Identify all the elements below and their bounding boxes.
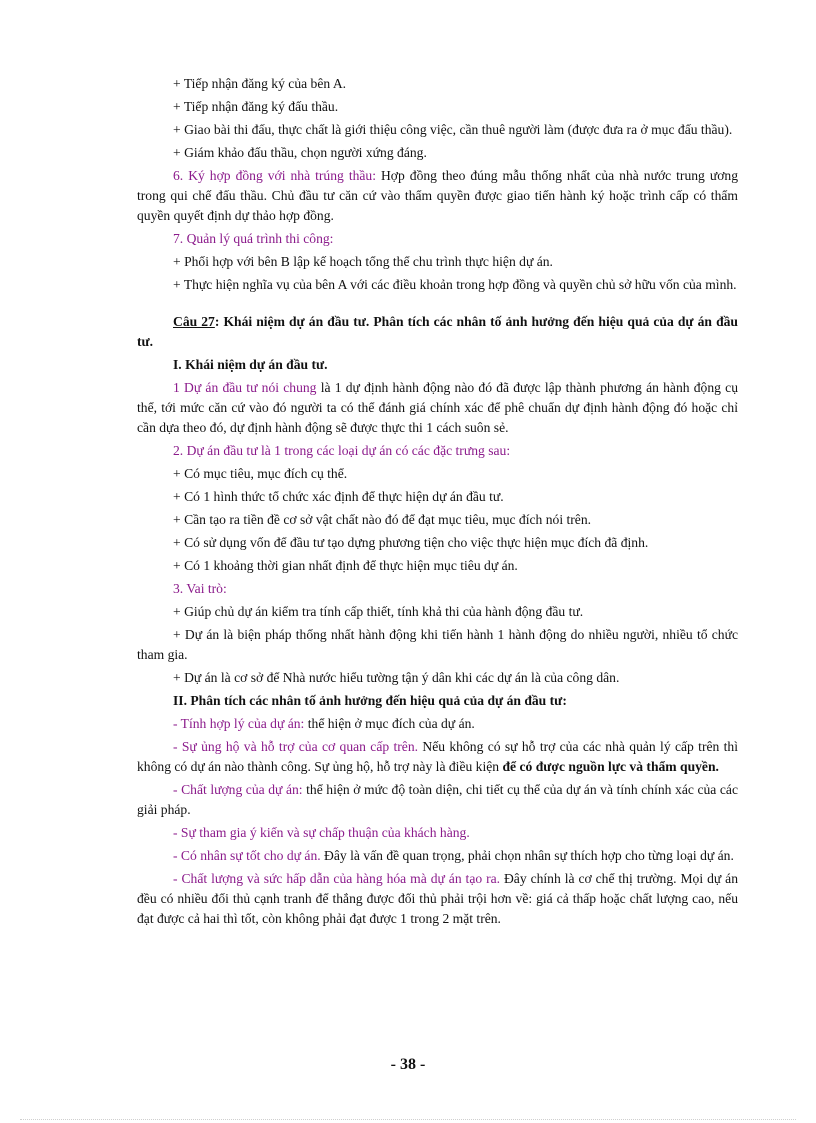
footer-divider (20, 1119, 796, 1120)
section-7-item: + Phối hợp với bên B lập kế hoạch tổng thể chu trình thực hiện dự án. (173, 254, 553, 269)
definition-text: là 1 dự định hành động nào đó đã được lập thành phương án hành động cụ thể, tới mức căn cứ vào đó người ta có thể đánh giá chính xác để phê chuẩn dự định hành động đó hoặc chỉ cần dựa theo đó, dự định hành động sẽ được thực thi 1 cách suôn sẻ. (137, 380, 738, 435)
page-number: - 38 - (390, 1056, 426, 1073)
factor-title: - Có nhân sự tốt cho dự án. (173, 848, 321, 863)
intro-item: + Giao bài thi đấu, thực chất là giới thiệu công việc, cần thuê người làm (được đưa ra ở mục đấu thầu). (173, 122, 733, 137)
intro-item: + Tiếp nhận đăng ký của bên A. (173, 76, 347, 91)
factor-text: Đây là vấn đề quan trọng, phải chọn nhân sự thích hợp cho từng loại dự án. (320, 848, 734, 863)
section-6-body: Hợp đồng theo đúng mẫu thống nhất của nhà nước trung ương trong qui chế đấu thầu. Chủ đầu tư căn cứ vào thẩm quyền được giao tiến hành ký hoặc trình cấp có thẩm quyền quyết định dự thảo hợp đồng. (137, 168, 738, 223)
role-title: 3. Vai trò: (173, 581, 227, 596)
definition-term: 1 Dự án đầu tư nói chung (173, 380, 317, 395)
factor-paragraph (137, 780, 738, 820)
definition-paragraph (137, 378, 738, 438)
part-2-heading: II. Phân tích các nhân tố ảnh hưởng đến hiệu quả của dự án đầu tư: (173, 693, 567, 708)
page-content (137, 74, 738, 929)
role-item: + Giúp chủ dự án kiểm tra tính cấp thiết, tính khả thi của hành động đầu tư. (173, 604, 584, 619)
section-6-paragraph (137, 166, 738, 226)
intro-item: + Giám khảo đấu thầu, chọn người xứng đáng. (173, 145, 427, 160)
intro-item: + Tiếp nhận đăng ký đấu thầu. (173, 99, 339, 114)
factor-paragraph (137, 714, 738, 734)
characteristic-item: + Có sử dụng vốn để đầu tư tạo dựng phương tiện cho việc thực hiện mục đích đã định. (173, 535, 649, 550)
question-text: : Khái niệm dự án đầu tư. Phân tích các nhân tố ảnh hưởng đến hiệu quả của dự án đầu tư. (137, 314, 738, 349)
characteristic-item: + Có 1 khoảng thời gian nhất định để thực hiện mục tiêu dự án. (173, 558, 518, 573)
factor-text: Đây chính là cơ chế thị trường. Mọi dự án đều có nhiều đối thủ cạnh tranh để thắng được đối thủ phải trội hơn về: giá cả thấp hoặc chất lượng cao, nếu đạt được cả hai thì tốt, còn không phải đạt được 1 trong 2 mặt trên. (137, 871, 738, 926)
factor-text: thể hiện ở mục đích của dự án. (304, 716, 475, 731)
characteristics-title: 2. Dự án đầu tư là 1 trong các loại dự án có các đặc trưng sau: (173, 443, 511, 458)
section-7-item: + Thực hiện nghĩa vụ của bên A với các điều khoản trong hợp đồng và quyền chủ sở hữu vốn của mình. (173, 277, 737, 292)
role-item: + Dự án là biện pháp thống nhất hành động khi tiến hành 1 hành động do nhiều người, nhiều tổ chức tham gia. (137, 627, 738, 662)
factor-text: thể hiện ở mức độ toàn diện, chi tiết cụ thể của dự án và tính chính xác của các giải pháp. (137, 782, 738, 817)
factor-title: - Chất lượng và sức hấp dẫn của hàng hóa mà dự án tạo ra. (173, 871, 501, 886)
section-6-title: 6. Ký hợp đồng với nhà trúng thầu: (173, 168, 376, 183)
part-1-heading: I. Khái niệm dự án đầu tư. (173, 357, 328, 372)
factor-paragraph (137, 737, 738, 777)
section-7-title: 7. Quản lý quá trình thi công: (173, 231, 334, 246)
factor-paragraph (137, 846, 738, 866)
factor-title: - Chất lượng của dự án: (173, 782, 303, 797)
question-label: Câu 27 (173, 314, 215, 329)
characteristic-item: + Có mục tiêu, mục đích cụ thể. (173, 466, 348, 481)
question-27-heading (137, 312, 738, 352)
factor-title: - Sự ủng hộ và hỗ trợ của cơ quan cấp trên. (173, 739, 419, 754)
factor-paragraph (137, 823, 738, 843)
factor-title: - Tính hợp lý của dự án: (173, 716, 305, 731)
factor-title: - Sự tham gia ý kiến và sự chấp thuận của khách hàng. (173, 825, 470, 840)
factor-text: Nếu không có sự hỗ trợ của các nhà quản lý cấp trên thì không có dự án nào thành công. Sự ủng hộ, hỗ trợ này là điều kiện (137, 739, 738, 774)
factor-paragraph (137, 869, 738, 929)
characteristic-item: + Có 1 hình thức tổ chức xác định để thực hiện dự án đầu tư. (173, 489, 504, 504)
role-item: + Dự án là cơ sở để Nhà nước hiểu tường tận ý dân khi các dự án là của công dân. (173, 670, 620, 685)
characteristic-item: + Cần tạo ra tiền đề cơ sở vật chất nào đó để đạt mục tiêu, mục đích nói trên. (173, 512, 592, 527)
factor-emphasis: để có được nguồn lực và thẩm quyền. (502, 759, 719, 774)
